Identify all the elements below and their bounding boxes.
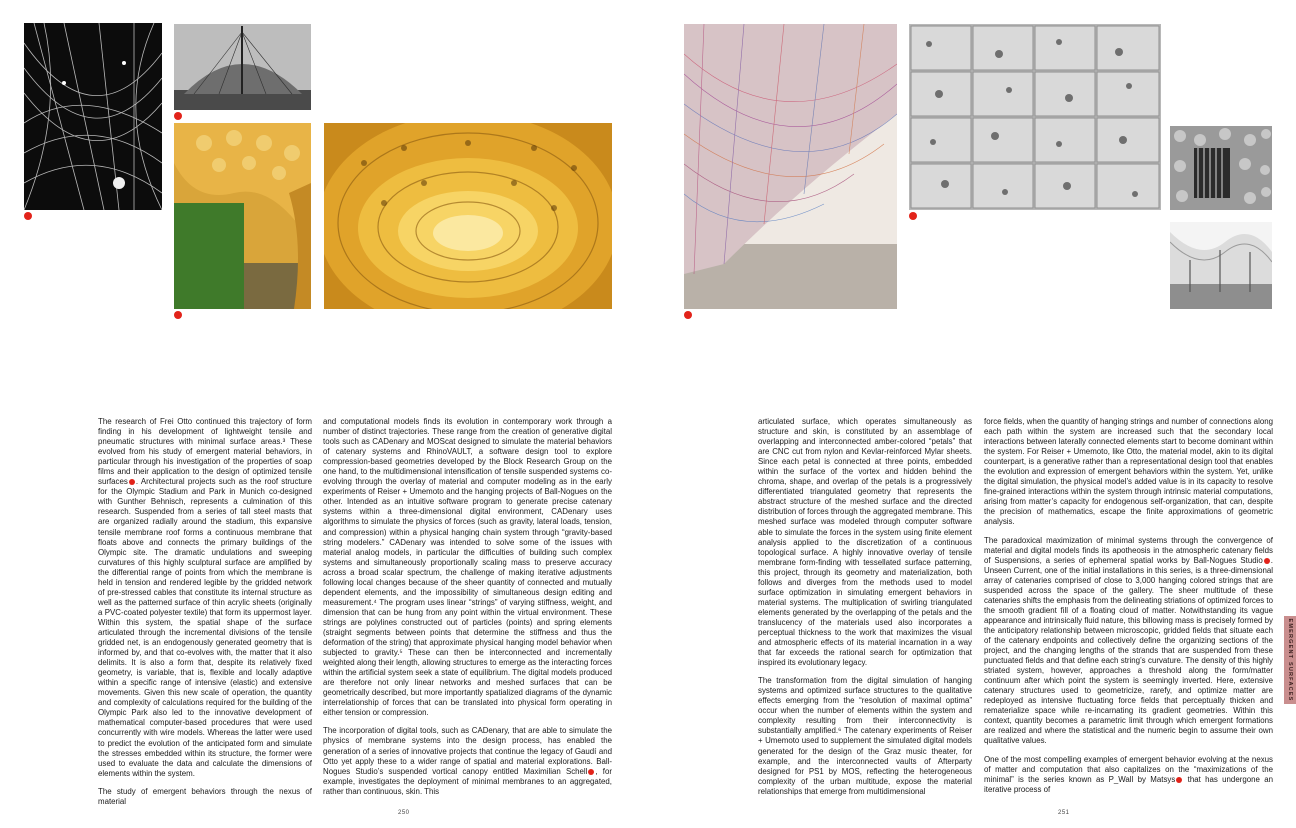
paragraph-text: and computational models finds its evolution in contemporary work through a number of distinct trajectories. These range from the creation of generative digital tools such as CADenary and MOScat designed to simulate the material behaviors of catenary systems and RhinoVAULT, a software design tool to explore compression-based geometries developed by the Block Research Group on the one hand, to the multidimensional intensification of tensile suspended systems co-evolving through the overlay of material and computer modeling as in the early experiments of Reiser + Umemoto and the hanging projects of Ball-Nogues on the other. Intended as an intuitive software program to generate precise catenary systems within a three-dimensional digital environment, CADenary uses algorithms to simulate the physics of forces (such as gravity, lateral loads, tension, and compression) within a physical hanging chain system through “gravity-based string modelers.” CADenary was intended to solve some of the issues with material analog models, in particular the difficulties of building such complex systems and simultaneously proportionally scaling mass to preserve accuracy across a broad scalar spectrum, the challenge of making iterative adjustments following local changes because of the sheer quantity of connected and mutually dependent elements, and the impossibility of simultaneous design editing and measurement.⁴ The program uses linear “strings” of varying stiffness, weight, and dimension that can be hung from any point within the virtual environment. These strings are polylines constructed out of particles (points) and spring elements (straight segments between points that determine the stiffness and thus the deformation of the string) that approximate physical hanging model behavior when subjected to gravity.⁵ These can then be interconnected and incrementally weighted along their length, allowing structures to emerge as the interacting forces within the artificial system seek a state of equilibrium. The digital models produced are therefore not only linear networks and meshed surfaces that can be geometrically described, but more importantly spatialized diagrams of the dynamic interrelationship of forces that can be translated into physical form operating in either tension or compression. [323, 417, 612, 718]
paragraph-text: The study of emergent behaviors through the nexus of material [98, 786, 312, 806]
section-side-tab [1284, 616, 1296, 704]
page-number-right: 251 [1058, 810, 1070, 816]
image-reference-dot [1264, 558, 1270, 564]
paragraph-text: The transformation from the digital simulation of hanging systems and optimized surface structures to the qualitative effects emerging from the “resolution of maximal optima” occur when the number of elements within the system and complexity resulting from their interconnectivity is substantially amplified.⁶ The catenary experiments of Reiser + Umemoto used to supplement the simulated digital models generated for the design of the Graz music theater, for example, and the interconnected vaults of Afterparty designed for PS1 by MOS, reflecting the heterogeneous complexity of the urban multitude, expose the material relationships that emerge from multidimensional [758, 676, 972, 796]
tensile-net-night-photo [24, 23, 162, 210]
paragraph-text: The research of Frei Otto continued this trajectory of form finding in his development of lightweight tensile and pneumatic structures with minimal surface areas.³ These evolved from his study of emergent material behaviors, in particular through his investigation of the properties of soap films and their application to the design of optimized tensile surfaces [98, 417, 312, 487]
text-column-3 [758, 417, 972, 809]
paragraph-text: The paradoxical maximization of minimal systems through the convergence of material and digital models finds its apotheosis in the atmospheric catenary fields of Suspensions, a series of ephemeral spatial works by Ball-Nogues Studio [984, 535, 1273, 565]
page-number-left: 250 [398, 810, 410, 816]
white-canopy-structure-photo [1170, 222, 1272, 309]
image-marker-dot [24, 212, 32, 220]
white-perforated-wall-panels-photo [909, 24, 1161, 210]
paragraph-text: One of the most compelling examples of emergent behavior evolving at the nexus of matter and computation that also capitalizes on the “maximizations of the minimal” is the series known as P_Wall by Matsys [984, 754, 1273, 784]
paragraph-text: . Unseen Current, one of the initial installations in this series, is a three-dimensional array of catenaries comprised of close to 3,000 hanging colored strings that are suspended across the space of the gallery. The sheer multitude of these catenaries shifts the emphasis from the delineating striations of optimized forces to the smooth gradient fill of a floating cloud of matter. Notwithstanding its vague appearance and intrinsically fluid nature, this billowing mass is precisely formed by the anticipatory relationship between microscopic, gridded fields that situate each of the catenary endpoints and collectively define the organizing sections of the project, and the changing lengths of the strands that are suspended from these punctuated fields and that define each string’s curvature. The density of this highly striated system, however, approaches a threshold along the form/matter continuum after which point the system is seemingly inverted. Here, extensive catenary structures used to geometricize, rarefy, and optimize matter are redeployed as intensive fluctuating force fields that perceptually thicken and rematerialize space while re-incarnating its gradient geometries. Within this context, quantity becomes a parametric limit through which emergent formations are realized and where the statistical and the numeric begin to assume their own qualitative values. [984, 555, 1273, 746]
yellow-catenary-pavilion-photo [174, 123, 311, 309]
image-reference-dot [129, 479, 135, 485]
image-marker-dot [909, 212, 917, 220]
text-column-4 [984, 417, 1273, 809]
paragraph-text: . Architectural projects such as the roof structure for the Olympic Stadium and Park in Munich co-designed with Gunther Behnisch, represents a culmination of this research. Suspended from a series of tall steel masts that are organized radially around the stadium, this expansive tensile membrane roof forms a continuous membrane that floats above and connects the primary buildings of the Olympic site. The dramatic undulations and sweeping curvatures of this highly sculptural surface are amplified by the differential range of points from which the membrane is held in tension and rendered legible by the gridded network of pre-stressed cables that constitute its internal structure as well as the patterned surface of thin acrylic sheets (originally a PVC-coated polyester textile) that form its uppermost layer. Within this system, the spatial shape of the surface articulated through the incremental divisions of the tensile gridded net, is an endogenously generated geometry that is informed by, and that co-evolves with, the matter that it also delimits. It is also a form that, despite its relatively fixed geometry, is variable, that is, flexible and locally adaptive within a specific range of intensive (elastic) and extensive movements. Given this new scale of operation, the quantity and complexity of calculations required for the building of the Olympic Park also led to the innovative development of mathematical computer-based procedures that were used concurrently with wire models. Whereas the latter were used to predict the evolution of the anticipated form and simulate the stresses embedded within its structure, the former were used to evaluate the data and calculate the dimensions of elements within the system. [98, 477, 312, 778]
hanging-strings-installation-photo [684, 24, 897, 309]
tent-structure-bw-photo [174, 24, 311, 110]
paragraph-text: that has undergone an iterative process of [984, 774, 1273, 794]
yellow-vortex-canopy-photo [324, 123, 612, 309]
paragraph-text: , for example, investigates the deployment of minimal membranes to an aggregated, rather than continuous, skin. This [323, 766, 612, 796]
image-marker-dot [684, 311, 692, 319]
paragraph-text: articulated surface, which operates simultaneously as structure and skin, is constituted by an assemblage of overlapping and interconnected amber-colored “petals” that are CNC cut from nylon and Kevlar-reinforced Mylar sheets. Since each petal is connected at three points, embedded within the surface of the vortex and hidden behind the chroma, shape, and overlap of the petals is a progressively differentiated triangulated geometry that represents the abstract structure of the meshed surface and the directed distribution of forces through the aggregated membrane. This meshed surface was modeled through computer software able to simulate the forces in the system using finite element analysis applied to the discretization of a continuous topological surface. A highly innovative overlay of tensile membrane form-finding with tessellated surface patterning, this project, through its geometry and materialization, both follows and diverges from the methods used to model surface optimization in simulating emergent behaviors in material systems. The multiplication of swirling triangulated elements generated by the overlapping of the petals and the translucency of the materials used also incorporates a perceptual thickness to the work that maximizes the visual and atmospheric effects of its material incarnation in a way that far exceeds the rational search for optimization that inspired its evolutionary legacy. [758, 417, 972, 668]
paragraph-text: The incorporation of digital tools, such as CADenary, that are able to simulate the physics of membrane systems into the design process, has enabled the generation of a series of innovative projects that continue the legacy of Gaudí and Otto yet apply these to a wider range of spatial and material explorations. Ball-Nogues Studio’s suspended vortical canopy entitled Maximilian Schell [323, 726, 612, 776]
image-marker-dot [174, 112, 182, 120]
text-column-2 [323, 417, 612, 809]
image-reference-dot [588, 769, 594, 775]
section-side-tab-label: EMERGENT SURFACES [1287, 618, 1293, 702]
image-reference-dot [1176, 777, 1182, 783]
building-facade-photo [1170, 126, 1272, 210]
paragraph-text: force fields, when the quantity of hanging strings and number of connections along each path within the system are increased such that the secondary local interactions between laterally connected elements start to become dominant within the system. For Reiser + Umemoto, like Otto, the material model, akin to its digital counterpart, is a generative rather than a representational design tool that enables the evolution and expression of emergent behaviors within the system. Yet, unlike the digital simulation, the physical model’s added value is in its capacity to resolve fine-grained interactions within the system through intrinsic material computations, arising from matter’s capacity for endogenous self-organization, that can, despite the precision of mathematics, escape the finite approximations of geometric analysis. [984, 417, 1273, 527]
image-marker-dot [174, 311, 182, 319]
text-column-1 [98, 417, 312, 809]
